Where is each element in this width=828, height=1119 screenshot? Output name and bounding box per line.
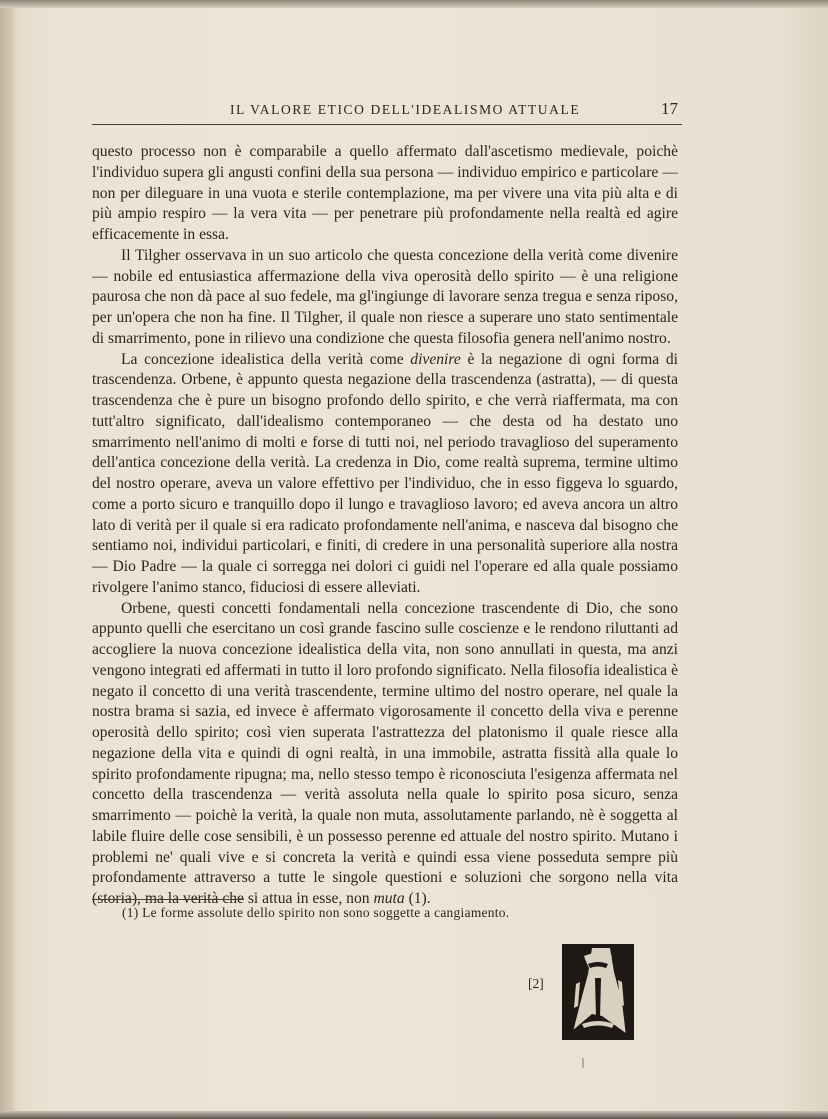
footnote-reference: (1). — [408, 890, 431, 907]
italic-term: muta — [373, 890, 405, 907]
paragraph-text: è la negazione di ogni forma di trascendenza. Orbene, è appunto questa negazione della trascendenza (astratta), — di questa trascendenza che è pure un bisogno profondo dello spirito, e che verrà riaffermata, ma con tutt'altro significato, dall'idealismo contemporaneo — che desta od ha destato uno smarrimento nell'animo di molti e forse di tutti noi, nel periodo travaglioso del superamento dell'antica concezione della verità. La credenza in Dio, come realtà suprema, termine ultimo del nostro operare, aveva un valore effettivo per l'individuo, che in esso figgeva lo sguardo, come a porto sicuro e tranquillo dopo il lungo e travaglioso lavoro; ed aveva ancora un altro lato di verità per il quale si era radicato profondamente nell'anima, e nasceva dal bisogno che sentiamo noi, individui particolari, e finiti, di credere in una personalità superiore alla nostra — Dio Padre — la quale ci sorregga nei dolori ci guidi nel l'operare ed alla quale possiamo rivolgere l'animo stanco, fiduciosi di essere alleviati. — [92, 350, 678, 596]
paragraph — [92, 599, 678, 910]
paragraph-text: La concezione idealistica della verità come — [121, 350, 404, 368]
binding-edge — [0, 0, 14, 1119]
paragraph-text: Orbene, questi concetti fondamentali nella concezione trascendente di Dio, che sono appunto quelli che esercitano un così grande fascino sulle coscienze e le rendono riluttanti ad accogliere la nuova concezione idealistica della vita, non sono annullati in questa, ma anzi vengono integrati ed affermati in tutto il loro profondo significato. Nella filosofia idealistica è negato il concetto di una verità trascendente, termine ultimo del nostro operare, nel quale la nostra brama si sazia, ed invece è affermato vigorosamente il concetto della viva e perenne operosità dello spirito; così vien superata l'astrattezza del platonismo il quale riesce alla negazione della vita e quindi di ogni realtà, in una immobile, astratta fissità alla quale lo spirito profondamente ripugna; ma, nello stesso tempo è riconosciuta l'esigenza affermata nel concetto della trascendenza — verità assoluta nella quale lo spirito posa sicuro, senza smarrimento — poichè la verità, la quale non muta, assolutamente parlando, nè è soggetta al labile fluire delle cose sensibili, è un possesso perenne ed attuale del nostro spirito. Mutano i problemi ne' quali vive e si concreta la verità e quindi essa viene posseduta sempre più profondamente attraverso a tutte le singole questioni e soluzioni che sorgono nella vita (storia), ma la verità che si attua in esse, non — [92, 599, 678, 907]
page-bottom-edge — [0, 1111, 828, 1119]
running-title: IL VALORE ETICO DELL'IDEALISMO ATTUALE — [230, 102, 581, 117]
main-text — [92, 142, 678, 910]
footnote: (1) Le forme assolute dello spirito non sono soggette a cangiamento. — [122, 905, 510, 920]
paragraph — [92, 350, 678, 599]
signature-mark: [2] — [528, 976, 544, 991]
paragraph: Il Tilgher osservava in un suo articolo che questa concezione della verità come divenire — nobile ed entusiastica affermazione della viva operosità dello spirito — è una religione paurosa che non dà pace al suo fedele, ma gl'ingiunge di lavorare senza tregua e senza riposo, per un'opera che non ha fine. Il Tilgher, il quale non riesce a superare uno stato sentimentale di smarrimento, pone in rilievo una condizione che questa filosofia genera nell'animo nostro. — [92, 246, 678, 347]
woodcut-vignette-icon — [562, 944, 634, 1040]
running-header — [92, 100, 682, 125]
ink-smudge — [582, 1058, 584, 1068]
paragraph: questo processo non è comparabile a quello affermato dall'ascetismo medievale, poichè l'individuo supera gli angusti confini della sua persona — individuo empirico e particolare — non per dileguare in una vuota e sterile contemplazione, ma per vivere una vita più alta e di più ampio respiro — la vera vita — per penetrare più profondamente nella realtà ed agire efficacemente in essa. — [92, 143, 678, 243]
italic-term: divenire — [410, 350, 461, 368]
page-top-edge — [0, 0, 828, 8]
footnote-rule — [92, 899, 244, 900]
page-number: 17 — [661, 99, 678, 118]
